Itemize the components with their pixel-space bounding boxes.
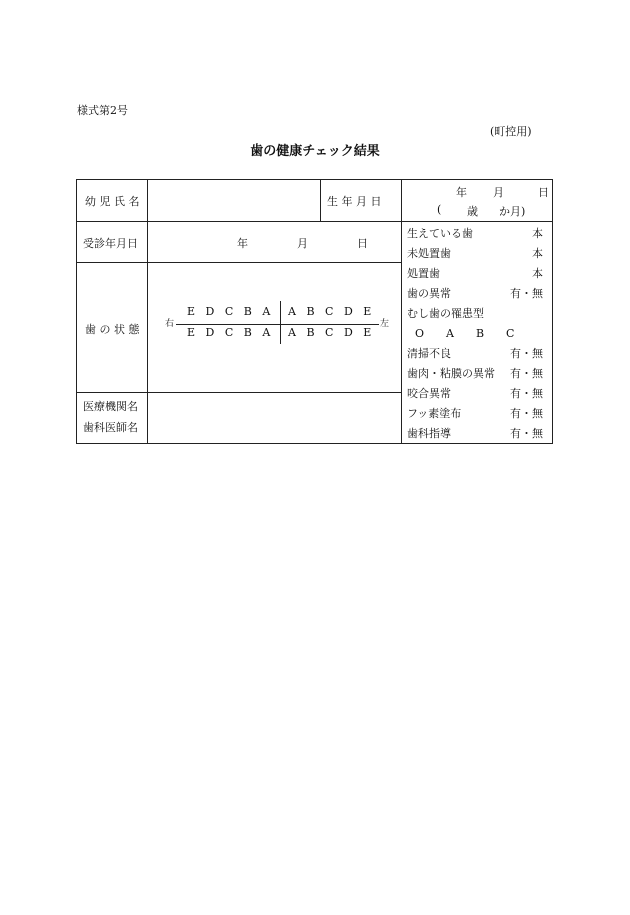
check-row xyxy=(407,245,543,263)
check-value: 本 xyxy=(532,247,543,260)
tooth: A xyxy=(262,326,271,339)
birth-day-unit: 日 xyxy=(538,186,549,199)
tooth: B xyxy=(306,326,315,339)
check-value: 有・無 xyxy=(510,287,543,300)
tooth: E xyxy=(187,326,196,339)
tooth: C xyxy=(325,305,334,318)
check-label: むし歯の罹患型 xyxy=(407,307,484,320)
page-title: 歯の健康チェック結果 xyxy=(250,144,380,159)
tooth: D xyxy=(205,326,215,339)
left-side-label: 左 xyxy=(380,319,390,329)
check-label: フッ素塗布 xyxy=(407,407,462,420)
check-value: 有・無 xyxy=(510,367,543,380)
exam-day-unit: 日 xyxy=(357,237,368,250)
check-label: 未処置歯 xyxy=(407,247,451,260)
tooth: D xyxy=(343,326,353,339)
tooth-state-label: 歯 の 状 態 xyxy=(85,323,140,336)
check-row xyxy=(407,345,543,363)
check-label: 生えている歯 xyxy=(407,227,473,240)
lower-right-teeth xyxy=(187,326,270,339)
birthdate-label: 生 年 月 日 xyxy=(327,195,382,208)
check-label: 清掃不良 xyxy=(407,347,451,360)
birth-month-unit: 月 xyxy=(493,186,504,199)
check-value: 有・無 xyxy=(510,347,543,360)
tooth: E xyxy=(363,305,372,318)
dental-check-form xyxy=(76,179,553,444)
tooth: B xyxy=(306,305,315,318)
upper-left-teeth xyxy=(288,305,371,318)
check-value: 有・無 xyxy=(510,427,543,440)
check-label: 歯科指導 xyxy=(407,427,451,440)
check-label: O A B C xyxy=(415,327,515,340)
age-months-unit: か月) xyxy=(499,205,526,218)
tooth: A xyxy=(288,326,296,339)
tooth: B xyxy=(243,326,252,339)
institution-label: 医療機関名 xyxy=(83,400,138,413)
age-sai-unit: 歳 xyxy=(467,205,478,218)
tooth: E xyxy=(363,326,372,339)
check-label: 処置歯 xyxy=(407,267,440,280)
check-value: 本 xyxy=(532,267,543,280)
tooth: B xyxy=(243,305,252,318)
tooth: C xyxy=(224,326,234,339)
check-row xyxy=(407,265,543,283)
exam-year-unit: 年 xyxy=(237,237,248,250)
check-row xyxy=(407,285,543,303)
tooth: A xyxy=(262,305,271,318)
check-label: 咬合異常 xyxy=(407,387,451,400)
check-value: 本 xyxy=(532,227,543,240)
check-value: 有・無 xyxy=(510,407,543,420)
tooth: C xyxy=(224,305,234,318)
check-row xyxy=(407,225,543,243)
check-label: 歯肉・粘膜の異常 xyxy=(407,367,495,380)
exam-month-unit: 月 xyxy=(297,237,308,250)
birth-year-unit: 年 xyxy=(456,186,467,199)
dentist-label: 歯科医師名 xyxy=(83,421,138,434)
usage-note: (町控用) xyxy=(490,125,532,138)
tooth: D xyxy=(205,305,215,318)
child-name-label: 幼 児 氏 名 xyxy=(85,195,140,208)
exam-date-label: 受診年月日 xyxy=(83,237,138,250)
age-open: ( xyxy=(437,203,442,216)
check-row xyxy=(407,405,543,423)
lower-left-teeth xyxy=(288,326,371,339)
check-row xyxy=(407,385,543,403)
tooth: E xyxy=(187,305,196,318)
right-side-label: 右 xyxy=(165,319,175,329)
tooth: C xyxy=(325,326,334,339)
check-label: 歯の異常 xyxy=(407,287,451,300)
check-value: 有・無 xyxy=(510,387,543,400)
check-row xyxy=(407,305,543,323)
caries-type-options xyxy=(415,325,551,343)
upper-right-teeth xyxy=(187,305,270,318)
tooth: A xyxy=(288,305,296,318)
check-row xyxy=(407,365,543,383)
check-row xyxy=(407,425,543,443)
form-number: 様式第2号 xyxy=(77,104,128,117)
tooth: D xyxy=(343,305,353,318)
